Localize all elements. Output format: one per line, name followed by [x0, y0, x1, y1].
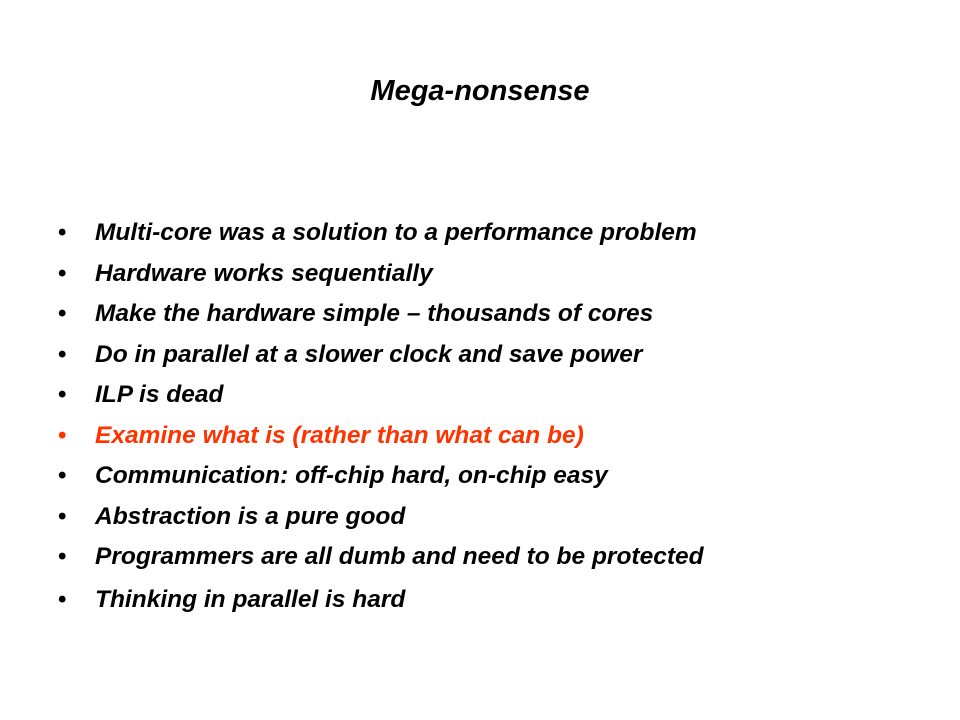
bullet-dot-icon: • [58, 340, 67, 368]
bullet-dot-icon: • [58, 543, 67, 571]
bullet-dot-icon: • [58, 462, 67, 490]
bullet-item [58, 213, 938, 254]
bullet-dot-icon: • [58, 502, 67, 530]
bullet-text: Communication: off-chip hard, on-chip easy [95, 462, 608, 490]
bullet-item [58, 375, 938, 416]
bullet-dot-icon: • [58, 259, 67, 287]
bullet-dot-icon: • [58, 381, 67, 409]
bullet-text: Abstraction is a pure good [95, 502, 406, 530]
slide-title: Mega-nonsense [370, 75, 590, 107]
bullet-list [58, 213, 938, 620]
bullet-text: ILP is dead [95, 381, 224, 409]
bullet-item [58, 580, 938, 621]
bullet-item [58, 497, 938, 538]
bullet-dot-icon: • [58, 421, 67, 449]
bullet-item [58, 294, 938, 335]
bullet-item [58, 537, 938, 578]
bullet-text: Examine what is (rather than what can be) [95, 421, 584, 449]
bullet-dot-icon: • [58, 300, 67, 328]
bullet-text: Multi-core was a solution to a performance problem [95, 219, 697, 247]
bullet-dot-icon: • [58, 585, 67, 613]
bullet-item [58, 456, 938, 497]
bullet-text: Do in parallel at a slower clock and save power [95, 340, 643, 368]
bullet-text: Programmers are all dumb and need to be protected [95, 543, 704, 571]
bullet-item [58, 335, 938, 376]
bullet-text: Hardware works sequentially [95, 259, 433, 287]
bullet-item [58, 254, 938, 295]
bullet-dot-icon: • [58, 219, 67, 247]
bullet-text: Make the hardware simple – thousands of cores [95, 300, 654, 328]
bullet-text: Thinking in parallel is hard [95, 585, 406, 613]
bullet-item [58, 416, 938, 457]
